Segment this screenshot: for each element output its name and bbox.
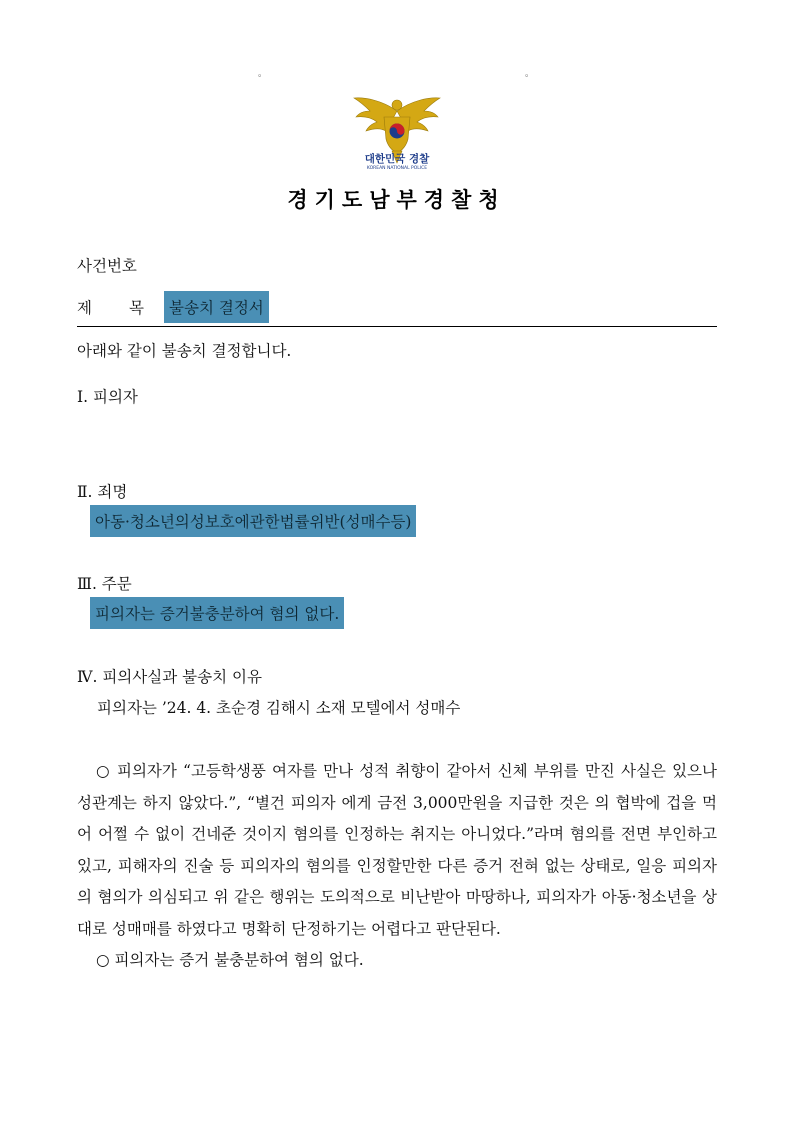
subject-value: 불송치 결정서 [164,291,269,323]
emblem-name-korean: 대한민국 경찰 [364,153,430,165]
subject-label-first: 제 [77,299,92,317]
reason-body [77,756,717,977]
header-divider [77,326,717,327]
reason-body-paragraph: ○ 피의자가 “고등학생풍 여자를 만나 성적 취향이 같아서 신체 부위를 만진 사실은 있으나 성관계는 하지 않았다.”, “별건 피의자 에게 금전 3,000만원을 지급한 것은 의 협박에 겁을 먹어 어쩔 수 없이 건네준 것이지 혐의를 인정하는 취지는 아니었다.”라며 혐의를 전면 부인하고 있고, 피해자의 진술 등 피의자의 혐의를 인정할만한 다른 증거 전혀 없는 상태로, 일응 피의자의 혐의가 의심되고 위 같은 행위는 도의적으로 비난받아 마땅하나, 피의자가 아동·청소년을 상대로 성매매를 하였다고 명확히 단정하기는 어렵다고 판단된다. [77,762,717,938]
subject-label-second: 목 [129,299,144,317]
emblem-name-english: KOREAN NATIONAL POLICE [366,166,428,171]
reason-conclusion: ○ 피의자는 증거 불충분하여 혐의 없다. [96,951,364,969]
decorative-dot-right: 。 [525,69,535,79]
section-reason-title: Ⅳ. 피의사실과 불송치 이유 [77,668,262,686]
section-charge-title: Ⅱ. 죄명 [77,483,128,501]
case-number-label: 사건번호 [77,257,137,275]
charge-value: 아동·청소년의성보호에관한법률위반(성매수등) [90,505,416,537]
agency-title: 경기도남부경찰청 [287,188,506,212]
section-suspect-title: Ⅰ. 피의자 [77,388,138,406]
decorative-dot-left: 。 [258,69,268,79]
reason-fact: 피의자는 ’24. 4. 초순경 김해시 소재 모텔에서 성매수 [97,699,461,717]
intro-text: 아래와 같이 불송치 결정합니다. [77,342,292,360]
disposition-value: 피의자는 증거불충분하여 혐의 없다. [90,597,344,629]
section-disposition-title: Ⅲ. 주문 [77,575,132,593]
